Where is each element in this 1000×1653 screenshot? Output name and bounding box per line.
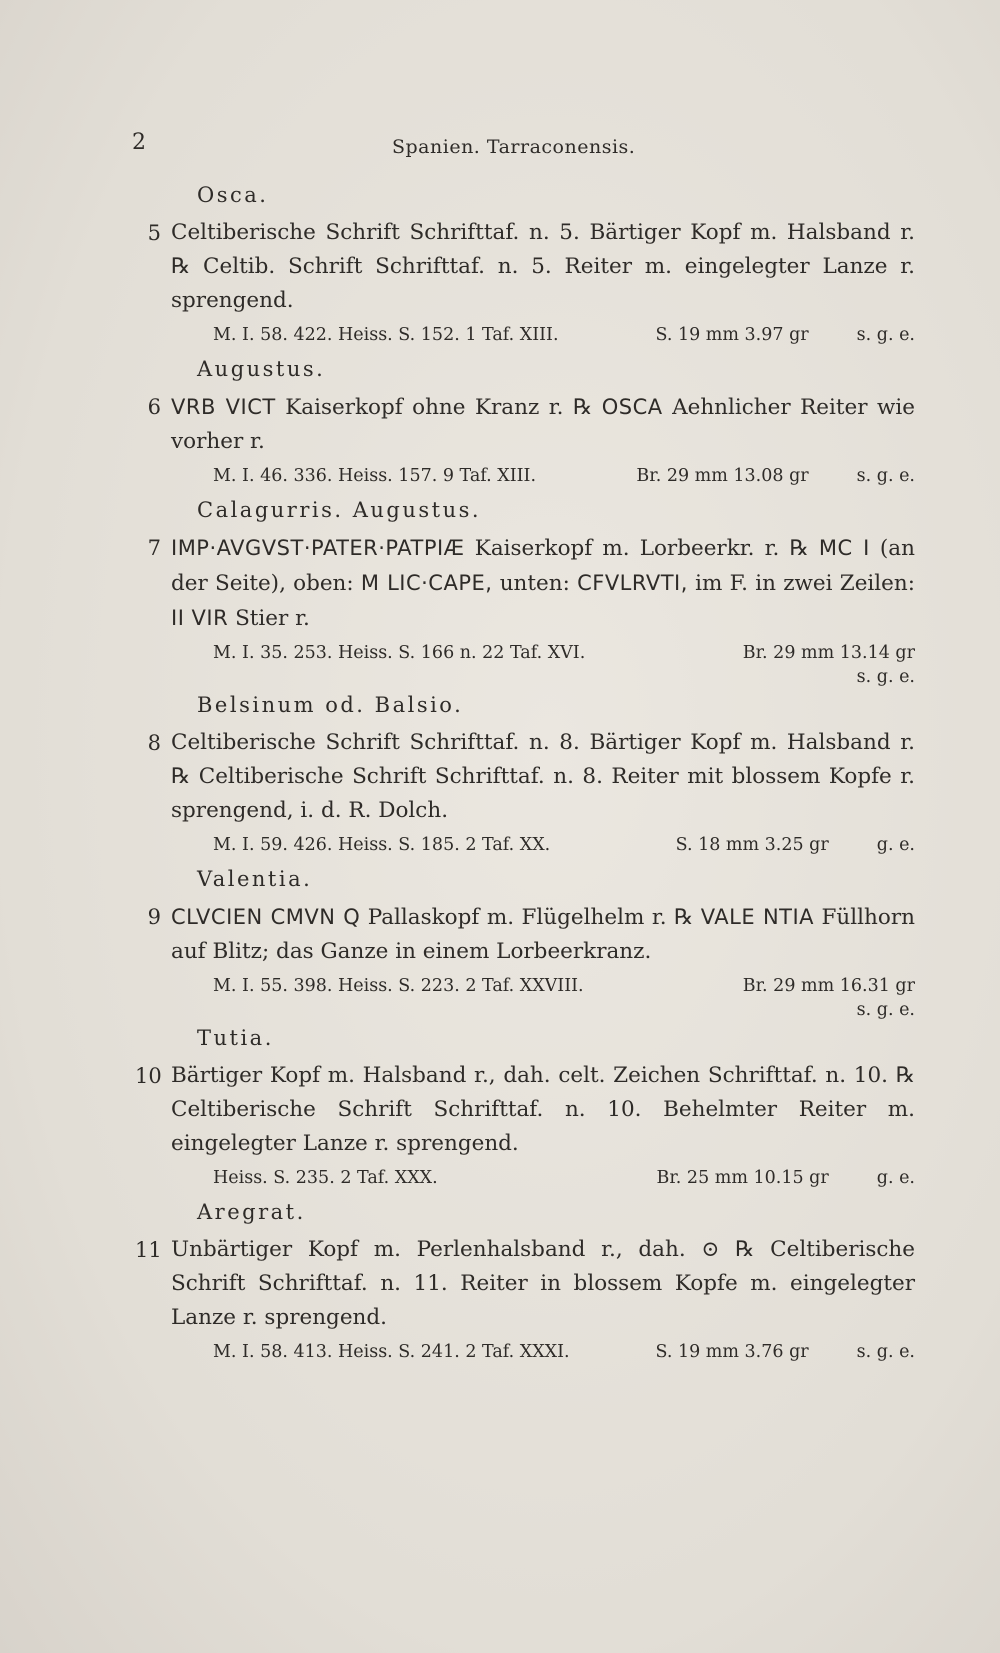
rarity-grade: s. g. e. — [856, 1000, 915, 1020]
entry-reference-line — [213, 461, 915, 491]
entry-description — [171, 390, 915, 459]
catalogue-content — [135, 180, 915, 1371]
rarity-grade: s. g. e. — [856, 466, 915, 486]
bibliographic-reference: M. I. 35. 253. Heiss. S. 166 n. 22 Taf. XVI. — [213, 643, 586, 663]
bibliographic-reference: M. I. 55. 398. Heiss. S. 223. 2 Taf. XXVIII. — [213, 976, 584, 996]
coin-legend: VRB VICT — [171, 395, 276, 419]
metal-size-weight: Br. 29 mm 13.08 gr — [636, 466, 809, 486]
entry-number: 8 — [147, 731, 161, 755]
coin-legend: OSCA — [601, 395, 663, 419]
metal-size-weight: Br. 29 mm 13.14 gr — [742, 643, 915, 663]
entry-number: 6 — [147, 395, 161, 419]
bibliographic-reference: M. I. 59. 426. Heiss. S. 185. 2 Taf. XX. — [213, 835, 551, 855]
section-heading: Osca. — [197, 183, 269, 207]
bibliographic-reference: M. I. 58. 413. Heiss. S. 241. 2 Taf. XXXI. — [213, 1342, 570, 1362]
entry-description — [171, 531, 915, 636]
coin-legend: CLVCIEN CMVN Q — [171, 905, 361, 929]
section-heading: Tutia. — [197, 1026, 274, 1050]
metal-size-weight: S. 18 mm 3.25 gr — [675, 835, 829, 855]
coin-entry — [135, 900, 915, 1021]
description-text: Kaiserkopf ohne Kranz r. ℞ — [285, 395, 593, 420]
description-text: unten: — [499, 571, 570, 596]
section-heading: Valentia. — [197, 867, 313, 891]
rarity-grade: g. e. — [876, 835, 915, 855]
description-text: Pallaskopf m. Flügelhelm r. ℞ — [367, 905, 694, 930]
bibliographic-reference: Heiss. S. 235. 2 Taf. XXX. — [213, 1168, 438, 1188]
entry-number: 7 — [147, 536, 161, 560]
description-text: (an der Seite), oben: — [171, 536, 915, 596]
entry-reference-line — [213, 320, 915, 350]
section-heading: Calagurris. Augustus. — [197, 498, 482, 522]
metal-size-weight: S. 19 mm 3.97 gr — [655, 325, 809, 345]
coin-legend: II VIR — [171, 606, 229, 630]
coin-entry — [135, 531, 915, 688]
section-heading: Belsinum od. Balsio. — [197, 693, 464, 717]
coin-legend: IMP·AVGVST·PATER·PATPIÆ — [171, 536, 465, 560]
section-heading: Augustus. — [197, 357, 326, 381]
entry-description: Bärtiger Kopf m. Halsband r., dah. celt. Zeichen Schrifttaf. n. 10. ℞ Celtiberische Schrift Schrifttaf. n. 10. Behelmter Reiter m. eingelegter Lanze r. sprengend. — [171, 1063, 915, 1156]
entry-number: 5 — [147, 221, 161, 245]
metal-size-weight: Br. 29 mm 16.31 gr — [742, 976, 915, 996]
entry-reference-line — [213, 830, 915, 860]
entry-description: Unbärtiger Kopf m. Perlenhalsband r., dah. ⊙ ℞ Celtiberische Schrift Schrifttaf. n. 11. Reiter in blossem Kopfe m. eingelegter Lanze r. sprengend. — [171, 1237, 915, 1330]
page-header — [132, 130, 910, 160]
coin-entry — [135, 390, 915, 491]
rarity-grade: g. e. — [876, 1168, 915, 1188]
entry-number: 11 — [135, 1238, 162, 1262]
description-text: Stier r. — [235, 606, 310, 631]
rarity-grade: s. g. e. — [856, 1342, 915, 1362]
description-text: Aehnlicher Reiter wie vorher r. — [171, 395, 915, 454]
coin-entry — [135, 1233, 915, 1367]
coin-legend: MC I — [818, 536, 870, 560]
entry-reference-line — [213, 1163, 915, 1193]
coin-entry — [135, 1059, 915, 1193]
bibliographic-reference: M. I. 58. 422. Heiss. S. 152. 1 Taf. XIII. — [213, 325, 559, 345]
entry-number: 9 — [147, 905, 161, 929]
entry-description — [171, 900, 915, 969]
running-title: Spanien. Tarraconensis. — [392, 136, 636, 158]
coin-entry — [135, 216, 915, 350]
rarity-grade: s. g. e. — [856, 667, 915, 687]
entry-reference-line — [213, 1337, 915, 1367]
metal-size-weight: S. 19 mm 3.76 gr — [655, 1342, 809, 1362]
description-text: Füllhorn auf Blitz; das Ganze in einem Lorbeerkranz. — [171, 905, 915, 964]
page-number: 2 — [132, 130, 146, 155]
coin-legend: M LIC·CAPE, — [360, 571, 493, 595]
entry-description: Celtiberische Schrift Schrifttaf. n. 5. Bärtiger Kopf m. Halsband r. ℞ Celtib. Schrift Schrifttaf. n. 5. Reiter m. eingelegter Lanze r. sprengend. — [171, 220, 915, 313]
entry-reference-line — [213, 971, 915, 1001]
rarity-grade: s. g. e. — [856, 325, 915, 345]
metal-size-weight: Br. 25 mm 10.15 gr — [656, 1168, 829, 1188]
coin-entry — [135, 726, 915, 860]
coin-legend: CFVLRVTI, — [577, 571, 688, 595]
description-text: Kaiserkopf m. Lorbeerkr. r. ℞ — [474, 536, 809, 561]
entry-description: Celtiberische Schrift Schrifttaf. n. 8. Bärtiger Kopf m. Halsband r. ℞ Celtiberische Schrift Schrifttaf. n. 8. Reiter mit blossem Kopfe r. sprengend, i. d. R. Dolch. — [171, 730, 915, 823]
entry-number: 10 — [135, 1064, 162, 1088]
entry-reference-line — [213, 638, 915, 668]
description-text: im F. in zwei Zeilen: — [695, 571, 915, 596]
bibliographic-reference: M. I. 46. 336. Heiss. 157. 9 Taf. XIII. — [213, 466, 537, 486]
coin-legend: VALE NTIA — [700, 905, 815, 929]
section-heading: Aregrat. — [197, 1200, 306, 1224]
